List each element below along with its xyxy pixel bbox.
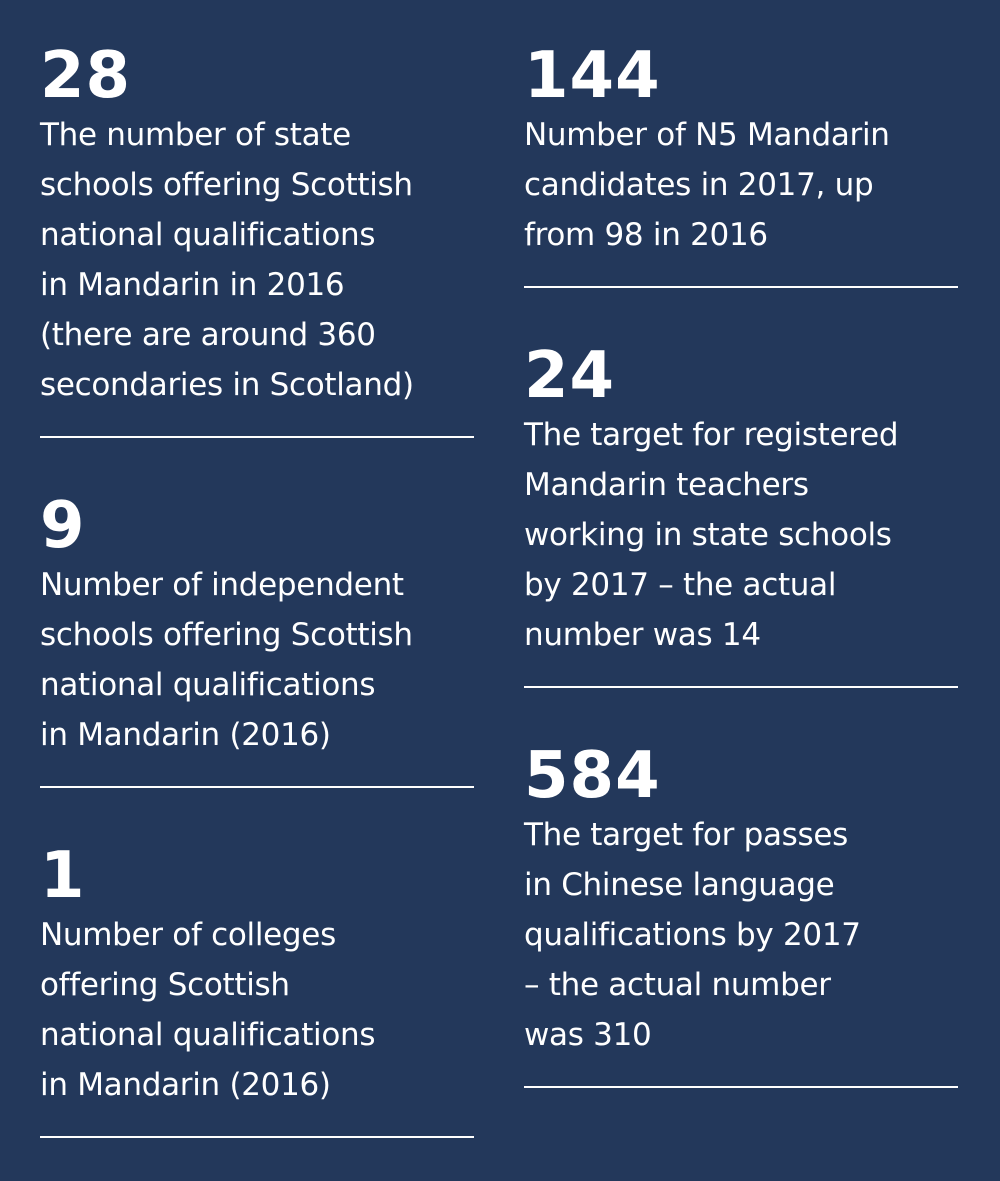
stat-description: The target for passes in Chinese language qualifications by 2017 – the actual number was 310 xyxy=(524,817,861,1053)
divider xyxy=(524,686,958,688)
divider xyxy=(524,1086,958,1088)
stat-number: 144 xyxy=(524,39,661,113)
stat-number: 24 xyxy=(524,339,616,413)
stat-description: Number of independent schools offering Scottish national qualifications in Mandarin (2016) xyxy=(40,567,413,753)
stat-number: 9 xyxy=(40,489,86,563)
divider xyxy=(40,786,474,788)
stat-description: The target for registered Mandarin teachers working in state schools by 2017 – the actual number was 14 xyxy=(524,417,899,653)
stat-description: Number of colleges offering Scottish national qualifications in Mandarin (2016) xyxy=(40,917,376,1103)
stat-number: 584 xyxy=(524,739,661,813)
divider xyxy=(524,286,958,288)
stat-number: 1 xyxy=(40,839,86,913)
stat-number: 28 xyxy=(40,39,132,113)
divider xyxy=(40,436,474,438)
stat-description: Number of N5 Mandarin candidates in 2017, up from 98 in 2016 xyxy=(524,117,890,253)
divider xyxy=(40,1136,474,1138)
stat-description: The number of state schools offering Scottish national qualifications in Mandarin in 2016 (there are around 360 secondaries in Scotland) xyxy=(40,117,414,403)
